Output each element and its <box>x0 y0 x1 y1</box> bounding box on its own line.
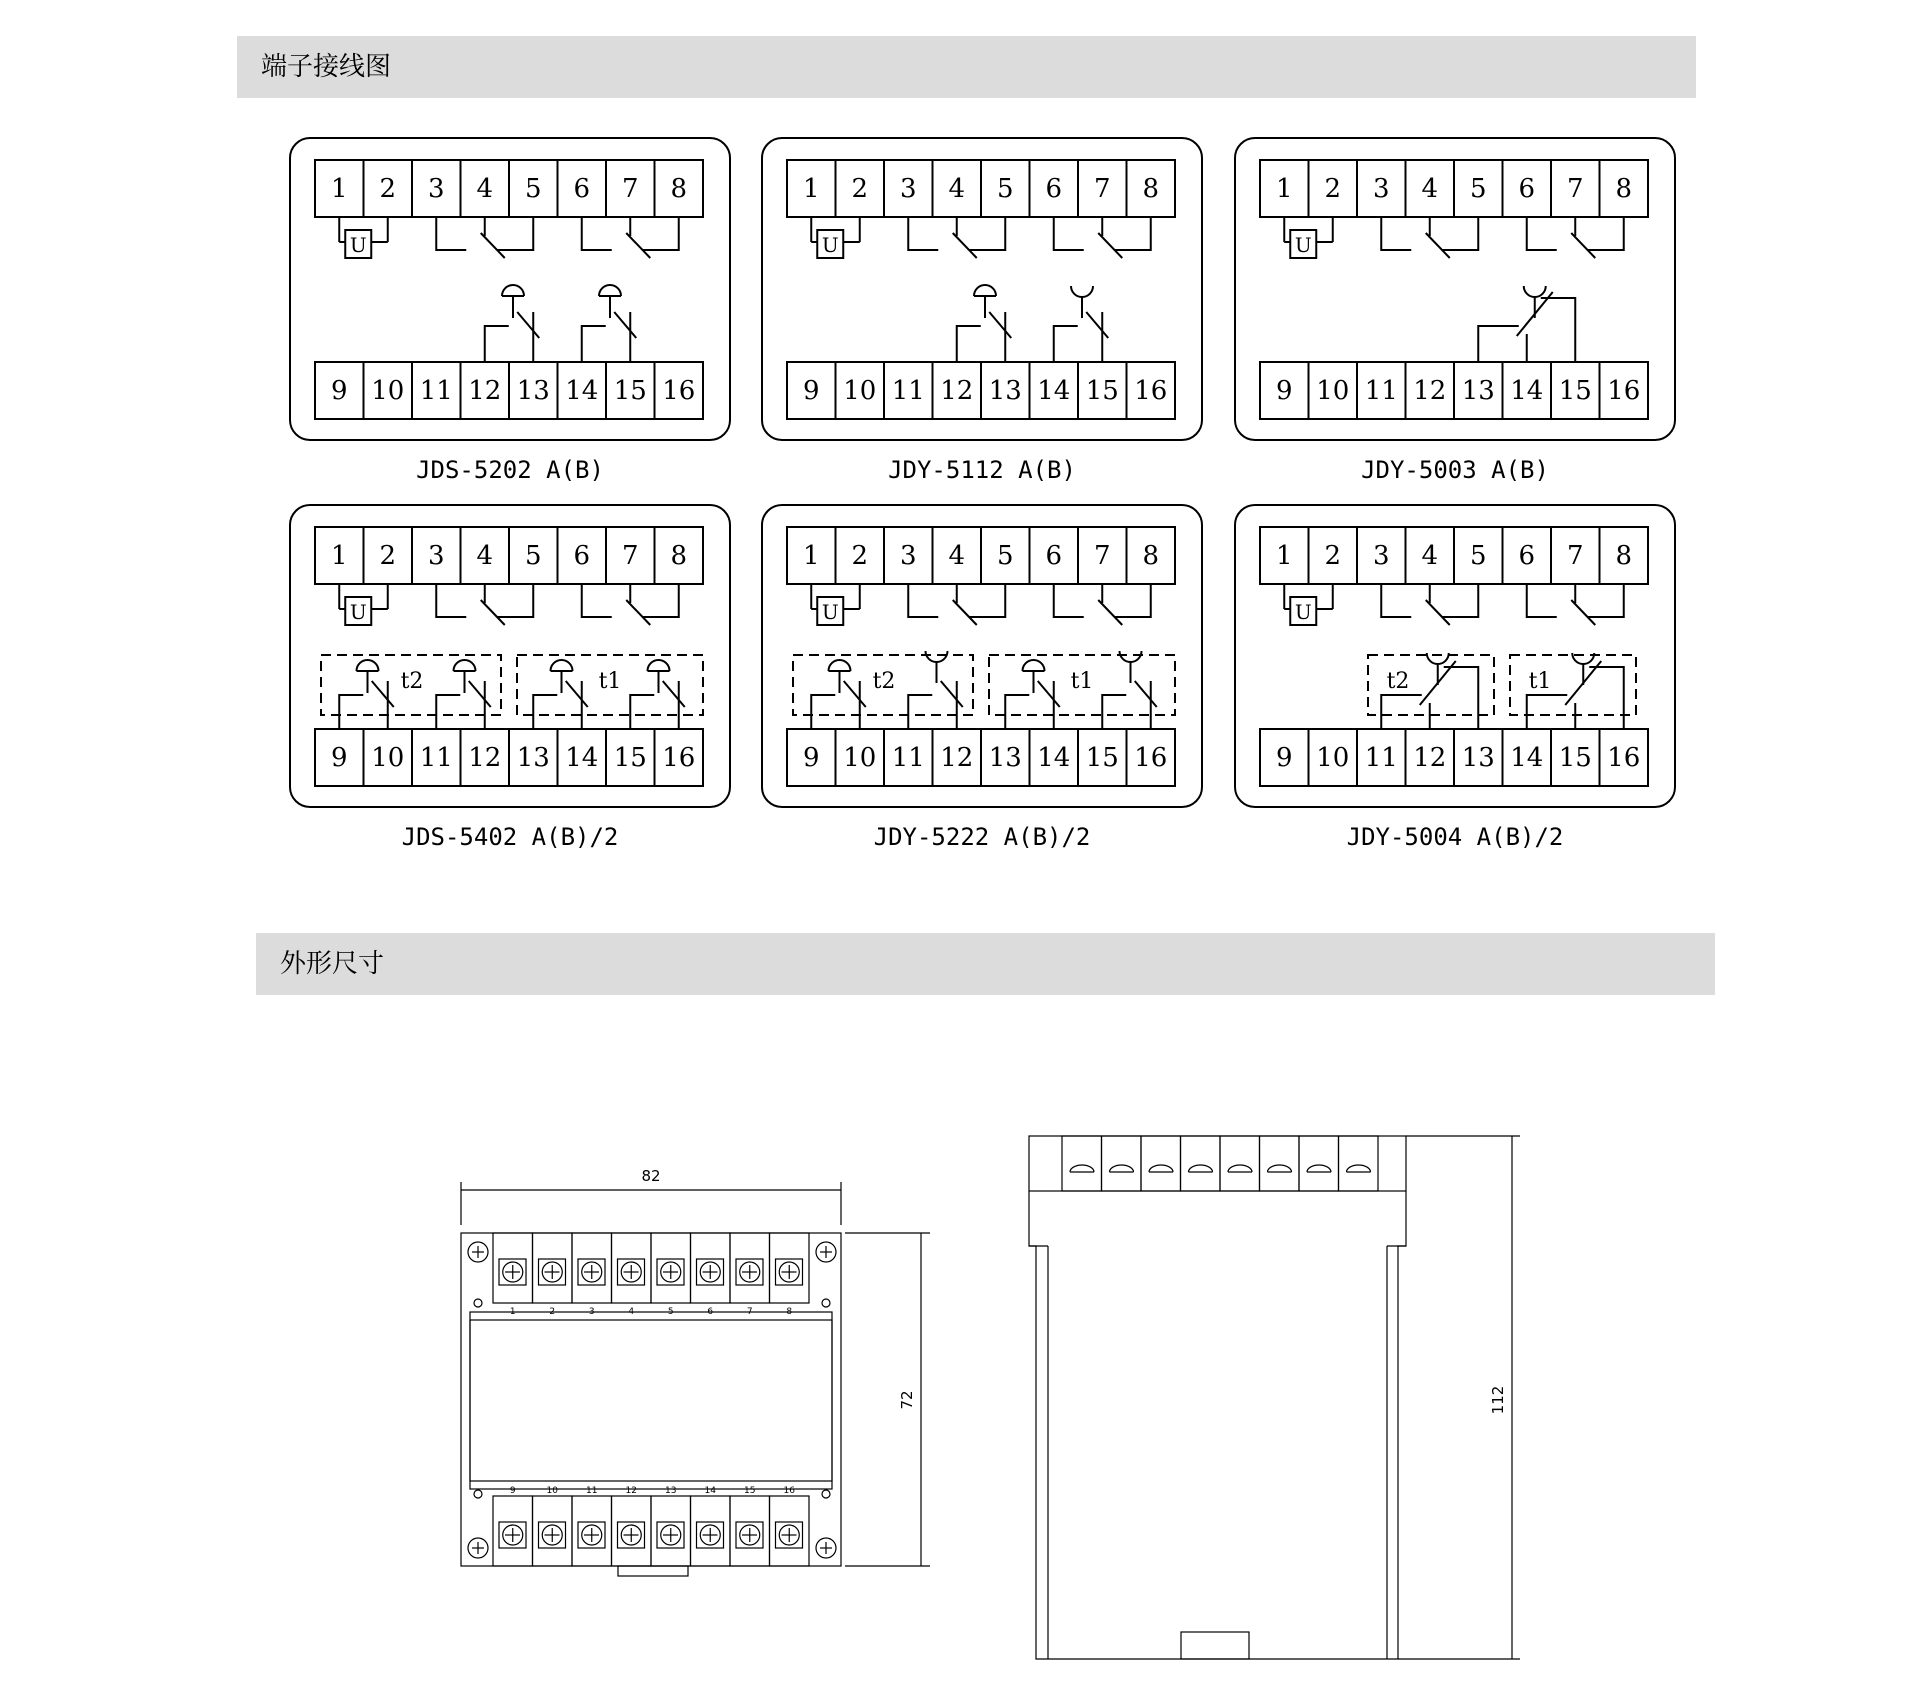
side-screw-head <box>1307 1165 1331 1172</box>
terminal-number: 7 <box>621 541 639 571</box>
terminal-number: 7 <box>1566 541 1584 571</box>
mounting-hole <box>474 1299 482 1307</box>
terminal-number: 8 <box>1615 174 1633 204</box>
terminal-number: 13 <box>988 743 1022 773</box>
terminal-number: 10 <box>1316 376 1350 406</box>
terminal-number: 14 <box>1510 743 1544 773</box>
terminal-number: 9 <box>1275 743 1293 773</box>
terminal-number: 4 <box>948 174 966 204</box>
terminal-number: 1 <box>330 174 348 204</box>
terminal-number: 2 <box>1324 174 1342 204</box>
terminal-number: 4 <box>476 174 494 204</box>
side-screw-head <box>1347 1165 1371 1172</box>
terminal-number: 3 <box>899 541 917 571</box>
terminal-number: 12 <box>468 376 502 406</box>
terminal-number: 12 <box>940 376 974 406</box>
terminal-number: 8 <box>1142 541 1160 571</box>
terminal-number: 11 <box>1364 743 1398 773</box>
terminal-index: 6 <box>707 1307 714 1317</box>
timer-label: t2 <box>872 669 896 694</box>
terminal-number: 14 <box>1037 743 1071 773</box>
terminal-number: 12 <box>468 743 502 773</box>
terminal-number: 16 <box>1607 376 1641 406</box>
terminal-number: 5 <box>996 541 1014 571</box>
terminal-number: 15 <box>613 376 647 406</box>
side-screw-head <box>1070 1165 1094 1172</box>
terminal-number: 9 <box>330 376 348 406</box>
side-body-outline <box>1029 1191 1406 1659</box>
side-screw-head <box>1110 1165 1134 1172</box>
terminal-number: 11 <box>891 743 925 773</box>
terminal-index: 14 <box>704 1486 716 1496</box>
front-foot <box>618 1566 688 1576</box>
terminal-number: 12 <box>1413 743 1447 773</box>
dimension-width-label: 82 <box>641 1167 661 1185</box>
coil-label: U <box>821 233 839 257</box>
terminal-number: 3 <box>427 541 445 571</box>
terminal-number: 1 <box>1275 541 1293 571</box>
front-window <box>470 1320 832 1481</box>
timer-label: t1 <box>598 669 622 694</box>
terminal-number: 10 <box>843 376 877 406</box>
terminal-number: 5 <box>1469 541 1487 571</box>
terminal-number: 9 <box>802 743 820 773</box>
terminal-number: 6 <box>573 174 591 204</box>
terminal-number: 12 <box>1413 376 1447 406</box>
side-screw-head <box>1149 1165 1173 1172</box>
coil-label: U <box>821 600 839 624</box>
terminal-number: 9 <box>802 376 820 406</box>
side-terminal <box>1102 1136 1142 1191</box>
terminal-index: 10 <box>546 1486 558 1496</box>
side-foot <box>1181 1632 1249 1659</box>
terminal-number: 13 <box>1461 743 1495 773</box>
terminal-number: 15 <box>1085 376 1119 406</box>
side-view <box>1029 1136 1406 1659</box>
terminal-number: 11 <box>419 743 453 773</box>
terminal-number: 7 <box>1093 541 1111 571</box>
coil-label: U <box>1294 233 1312 257</box>
terminal-number: 4 <box>476 541 494 571</box>
terminal-number: 8 <box>1615 541 1633 571</box>
coil-label: U <box>1294 600 1312 624</box>
terminal-number: 16 <box>662 376 696 406</box>
terminal-number: 16 <box>1607 743 1641 773</box>
coil-label: U <box>349 600 367 624</box>
terminal-number: 1 <box>802 174 820 204</box>
timer-label: t2 <box>400 669 424 694</box>
model-caption: JDS-5202 A(B) <box>416 456 604 484</box>
terminal-number: 9 <box>330 743 348 773</box>
terminal-index: 9 <box>509 1486 516 1496</box>
terminal-number: 13 <box>516 743 550 773</box>
mounting-hole <box>822 1299 830 1307</box>
terminal-number: 4 <box>1421 541 1439 571</box>
terminal-number: 16 <box>662 743 696 773</box>
terminal-number: 16 <box>1134 376 1168 406</box>
terminal-number: 8 <box>670 174 688 204</box>
terminal-number: 14 <box>565 743 599 773</box>
terminal-number: 2 <box>851 174 869 204</box>
terminal-number: 7 <box>1093 174 1111 204</box>
terminal-index: 15 <box>744 1486 756 1496</box>
terminal-number: 3 <box>899 174 917 204</box>
terminal-number: 10 <box>371 376 405 406</box>
terminal-number: 15 <box>613 743 647 773</box>
terminal-number: 1 <box>802 541 820 571</box>
terminal-number: 5 <box>524 174 542 204</box>
side-terminal <box>1181 1136 1221 1191</box>
terminal-number: 16 <box>1134 743 1168 773</box>
terminal-number: 3 <box>427 174 445 204</box>
dimensions-section-title: 外形尺寸 <box>280 949 385 979</box>
model-caption: JDY-5222 A(B)/2 <box>873 823 1091 851</box>
terminal-number: 13 <box>516 376 550 406</box>
terminal-number: 13 <box>988 376 1022 406</box>
terminal-number: 5 <box>524 541 542 571</box>
front-view <box>461 1233 841 1576</box>
terminal-number: 6 <box>1045 174 1063 204</box>
terminal-number: 14 <box>1037 376 1071 406</box>
terminal-number: 14 <box>1510 376 1544 406</box>
side-screw-head <box>1268 1165 1292 1172</box>
terminal-number: 8 <box>670 541 688 571</box>
mounting-hole <box>822 1490 830 1498</box>
mounting-hole <box>474 1490 482 1498</box>
side-terminal <box>1260 1136 1300 1191</box>
terminal-number: 6 <box>573 541 591 571</box>
side-screw-head <box>1189 1165 1213 1172</box>
terminal-number: 10 <box>371 743 405 773</box>
terminal-index: 12 <box>625 1486 637 1496</box>
terminal-number: 2 <box>379 174 397 204</box>
terminal-number: 11 <box>1364 376 1398 406</box>
terminal-number: 1 <box>330 541 348 571</box>
terminal-number: 7 <box>1566 174 1584 204</box>
wiring-section-title: 端子接线图 <box>261 52 392 82</box>
terminal-index: 2 <box>549 1307 556 1317</box>
side-terminal-band <box>1029 1136 1406 1191</box>
terminal-number: 15 <box>1558 376 1592 406</box>
terminal-number: 9 <box>1275 376 1293 406</box>
timer-label: t1 <box>1070 669 1094 694</box>
terminal-index: 1 <box>509 1307 516 1317</box>
model-caption: JDY-5004 A(B)/2 <box>1346 823 1564 851</box>
model-caption: JDY-5003 A(B) <box>1361 456 1549 484</box>
side-terminal <box>1339 1136 1379 1191</box>
side-terminal <box>1062 1136 1102 1191</box>
terminal-number: 7 <box>621 174 639 204</box>
terminal-number: 1 <box>1275 174 1293 204</box>
terminal-index: 13 <box>665 1486 677 1496</box>
coil-label: U <box>349 233 367 257</box>
terminal-index: 3 <box>588 1307 595 1317</box>
terminal-number: 6 <box>1045 541 1063 571</box>
timer-label: t2 <box>1386 669 1410 694</box>
terminal-number: 15 <box>1558 743 1592 773</box>
side-screw-head <box>1228 1165 1252 1172</box>
terminal-number: 2 <box>1324 541 1342 571</box>
terminal-index: 11 <box>586 1486 598 1496</box>
side-terminal <box>1299 1136 1339 1191</box>
terminal-number: 3 <box>1372 541 1390 571</box>
terminal-number: 14 <box>565 376 599 406</box>
terminal-number: 4 <box>948 541 966 571</box>
terminal-number: 6 <box>1518 541 1536 571</box>
terminal-number: 5 <box>996 174 1014 204</box>
terminal-index: 16 <box>783 1486 795 1496</box>
terminal-index: 8 <box>786 1307 793 1317</box>
dimension-depth-label: 112 <box>1489 1385 1507 1415</box>
terminal-number: 10 <box>1316 743 1350 773</box>
terminal-number: 5 <box>1469 174 1487 204</box>
terminal-number: 11 <box>419 376 453 406</box>
terminal-index: 7 <box>746 1307 753 1317</box>
model-caption: JDS-5402 A(B)/2 <box>401 823 619 851</box>
terminal-index: 5 <box>667 1307 674 1317</box>
terminal-number: 10 <box>843 743 877 773</box>
side-terminal <box>1220 1136 1260 1191</box>
terminal-index: 4 <box>628 1307 635 1317</box>
side-terminal <box>1141 1136 1181 1191</box>
dimension-height-label: 72 <box>898 1390 916 1410</box>
terminal-number: 6 <box>1518 174 1536 204</box>
model-caption: JDY-5112 A(B) <box>888 456 1076 484</box>
terminal-number: 15 <box>1085 743 1119 773</box>
terminal-number: 2 <box>379 541 397 571</box>
terminal-number: 2 <box>851 541 869 571</box>
terminal-number: 8 <box>1142 174 1160 204</box>
terminal-number: 13 <box>1461 376 1495 406</box>
terminal-number: 12 <box>940 743 974 773</box>
terminal-number: 3 <box>1372 174 1390 204</box>
terminal-number: 4 <box>1421 174 1439 204</box>
front-window-frame <box>470 1312 832 1489</box>
terminal-number: 11 <box>891 376 925 406</box>
timer-label: t1 <box>1528 669 1552 694</box>
